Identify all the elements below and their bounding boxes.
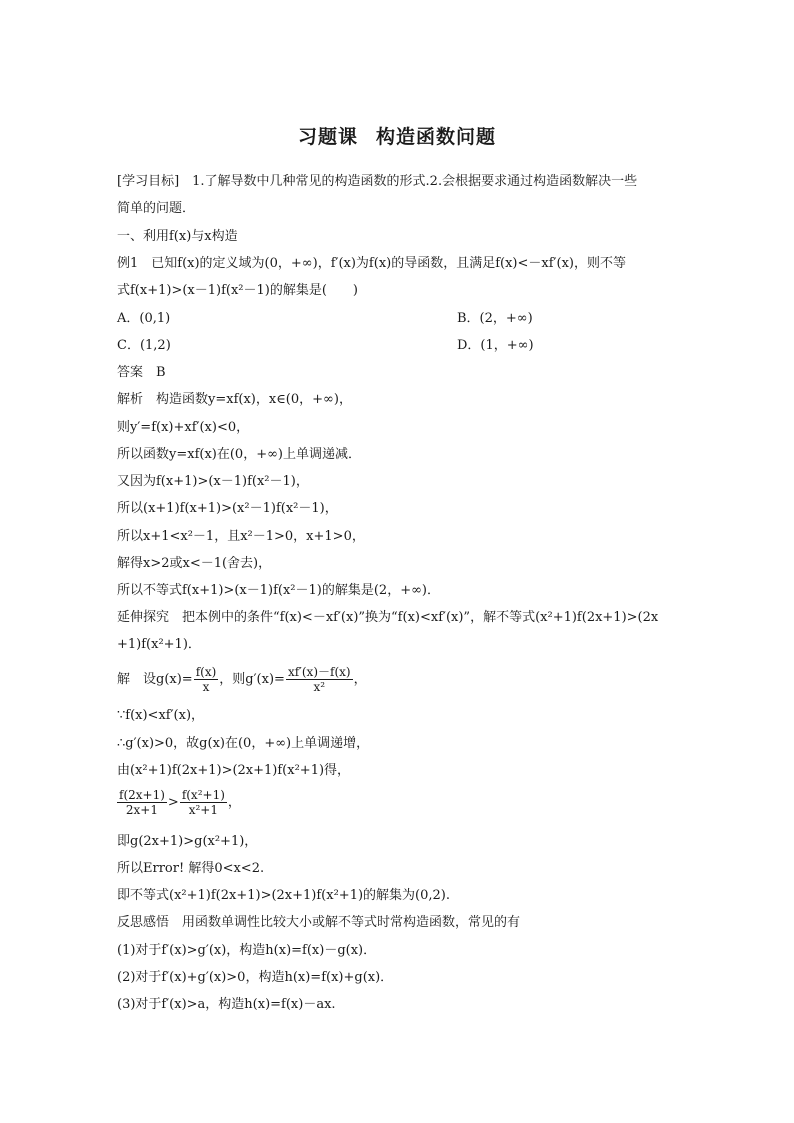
ext-solution-definition <box>117 664 367 696</box>
options-row2 <box>117 338 534 354</box>
title-part1: 习题课 <box>297 126 358 148</box>
learning-goals-line2: 简单的问题． <box>117 201 196 216</box>
ext-solution-line: 即不等式(x²+1)f(2x+1)>(2x+1)f(x²+1)的解集为(0,2). <box>117 888 450 903</box>
fraction-right <box>180 788 227 817</box>
solution-line: 所以不等式f(x+1)>(x－1)f(x²－1)的解集是(2，+∞)． <box>117 583 440 598</box>
fraction-numerator: xf′(x)－f(x) <box>287 665 351 679</box>
example1-line1: 例1 已知f(x)的定义域为(0，+∞)，f′(x)为f(x)的导函数，且满足f(x)<－xf′(x)，则不等 <box>117 256 626 271</box>
solution-line: 解析 构造函数y=xf(x)，x∈(0，+∞)， <box>117 392 352 407</box>
ext-solution-line: 由(x²+1)f(2x+1)>(2x+1)f(x²+1)得， <box>117 763 351 778</box>
page-title <box>0 122 794 149</box>
solution-line: 所以(x+1)f(x+1)>(x²－1)f(x²－1)， <box>117 501 338 516</box>
extension-line1: 延伸探究 把本例中的条件“f(x)<－xf′(x)”换为“f(x)<xf′(x)”，解不等式(x²+1)f(2x+1)>(2x <box>117 610 659 625</box>
fraction-numerator: f(x²+1) <box>181 788 225 802</box>
inequality-suffix: ， <box>227 795 241 810</box>
ext-def-mid: ，则g′(x)= <box>219 672 285 687</box>
option-a: A．(0,1) <box>117 311 171 326</box>
fraction-denominator: x²+1 <box>188 803 218 817</box>
fraction-f-over-x <box>194 665 219 694</box>
ext-def-prefix: 解 设g(x)= <box>117 672 193 687</box>
solution-line: 解得x>2或x<－1(舍去)， <box>117 556 272 571</box>
reflection-item: (3)对于f′(x)>a，构造h(x)=f(x)－ax. <box>117 997 336 1012</box>
ext-solution-line: ∵f(x)<xf′(x)， <box>117 708 205 723</box>
reflection-item: (1)对于f′(x)>g′(x)，构造h(x)=f(x)－g(x)． <box>117 943 377 958</box>
fraction-numerator: f(x) <box>195 665 217 679</box>
title-part2: 构造函数问题 <box>376 126 497 148</box>
option-d: D．(1，+∞) <box>457 338 534 353</box>
section1-heading: 一、利用f(x)与x构造 <box>117 229 238 244</box>
reflection-heading: 反思感悟 用函数单调性比较大小或解不等式时常构造函数，常见的有 <box>117 915 521 930</box>
fraction-denominator: x <box>202 680 210 694</box>
ext-def-suffix: ， <box>353 672 367 687</box>
fraction-denominator: x² <box>313 680 326 694</box>
solution-line: 所以x+1<x²－1，且x²－1>0，x+1>0， <box>117 529 365 544</box>
fraction-left <box>117 788 167 817</box>
solution-line: 又因为f(x+1)>(x－1)f(x²－1)， <box>117 474 309 489</box>
solution-line: 所以函数y=xf(x)在(0，+∞)上单调递减． <box>117 447 361 462</box>
reflection-item: (2)对于f′(x)+g′(x)>0，构造h(x)=f(x)+g(x)． <box>117 970 394 985</box>
fraction-derivative <box>286 665 353 694</box>
options-row1 <box>117 311 533 327</box>
ext-solution-line: 所以Error! 解得0<x<2. <box>117 861 265 876</box>
learning-goals-line1: [学习目标] 1.了解导数中几种常见的构造函数的形式.2.会根据要求通过构造函数解决一些 <box>117 174 638 189</box>
ext-solution-inequality <box>117 787 241 819</box>
fraction-numerator: f(2x+1) <box>119 788 165 802</box>
answer-line: 答案 B <box>117 365 166 380</box>
inequality-operator: > <box>167 795 179 810</box>
fraction-denominator: 2x+1 <box>125 803 158 817</box>
solution-line: 则y′=f(x)+xf′(x)<0， <box>117 420 250 435</box>
ext-solution-line: 即g(2x+1)>g(x²+1)， <box>117 834 258 849</box>
example1-line2: 式f(x+1)>(x－1)f(x²－1)的解集是( ) <box>117 283 359 298</box>
option-c: C．(1,2) <box>117 338 171 353</box>
extension-line2: +1)f(x²+1)． <box>117 637 201 652</box>
ext-solution-line: ∴g′(x)>0，故g(x)在(0，+∞)上单调递增， <box>117 736 370 751</box>
option-b: B．(2，+∞) <box>457 311 533 326</box>
